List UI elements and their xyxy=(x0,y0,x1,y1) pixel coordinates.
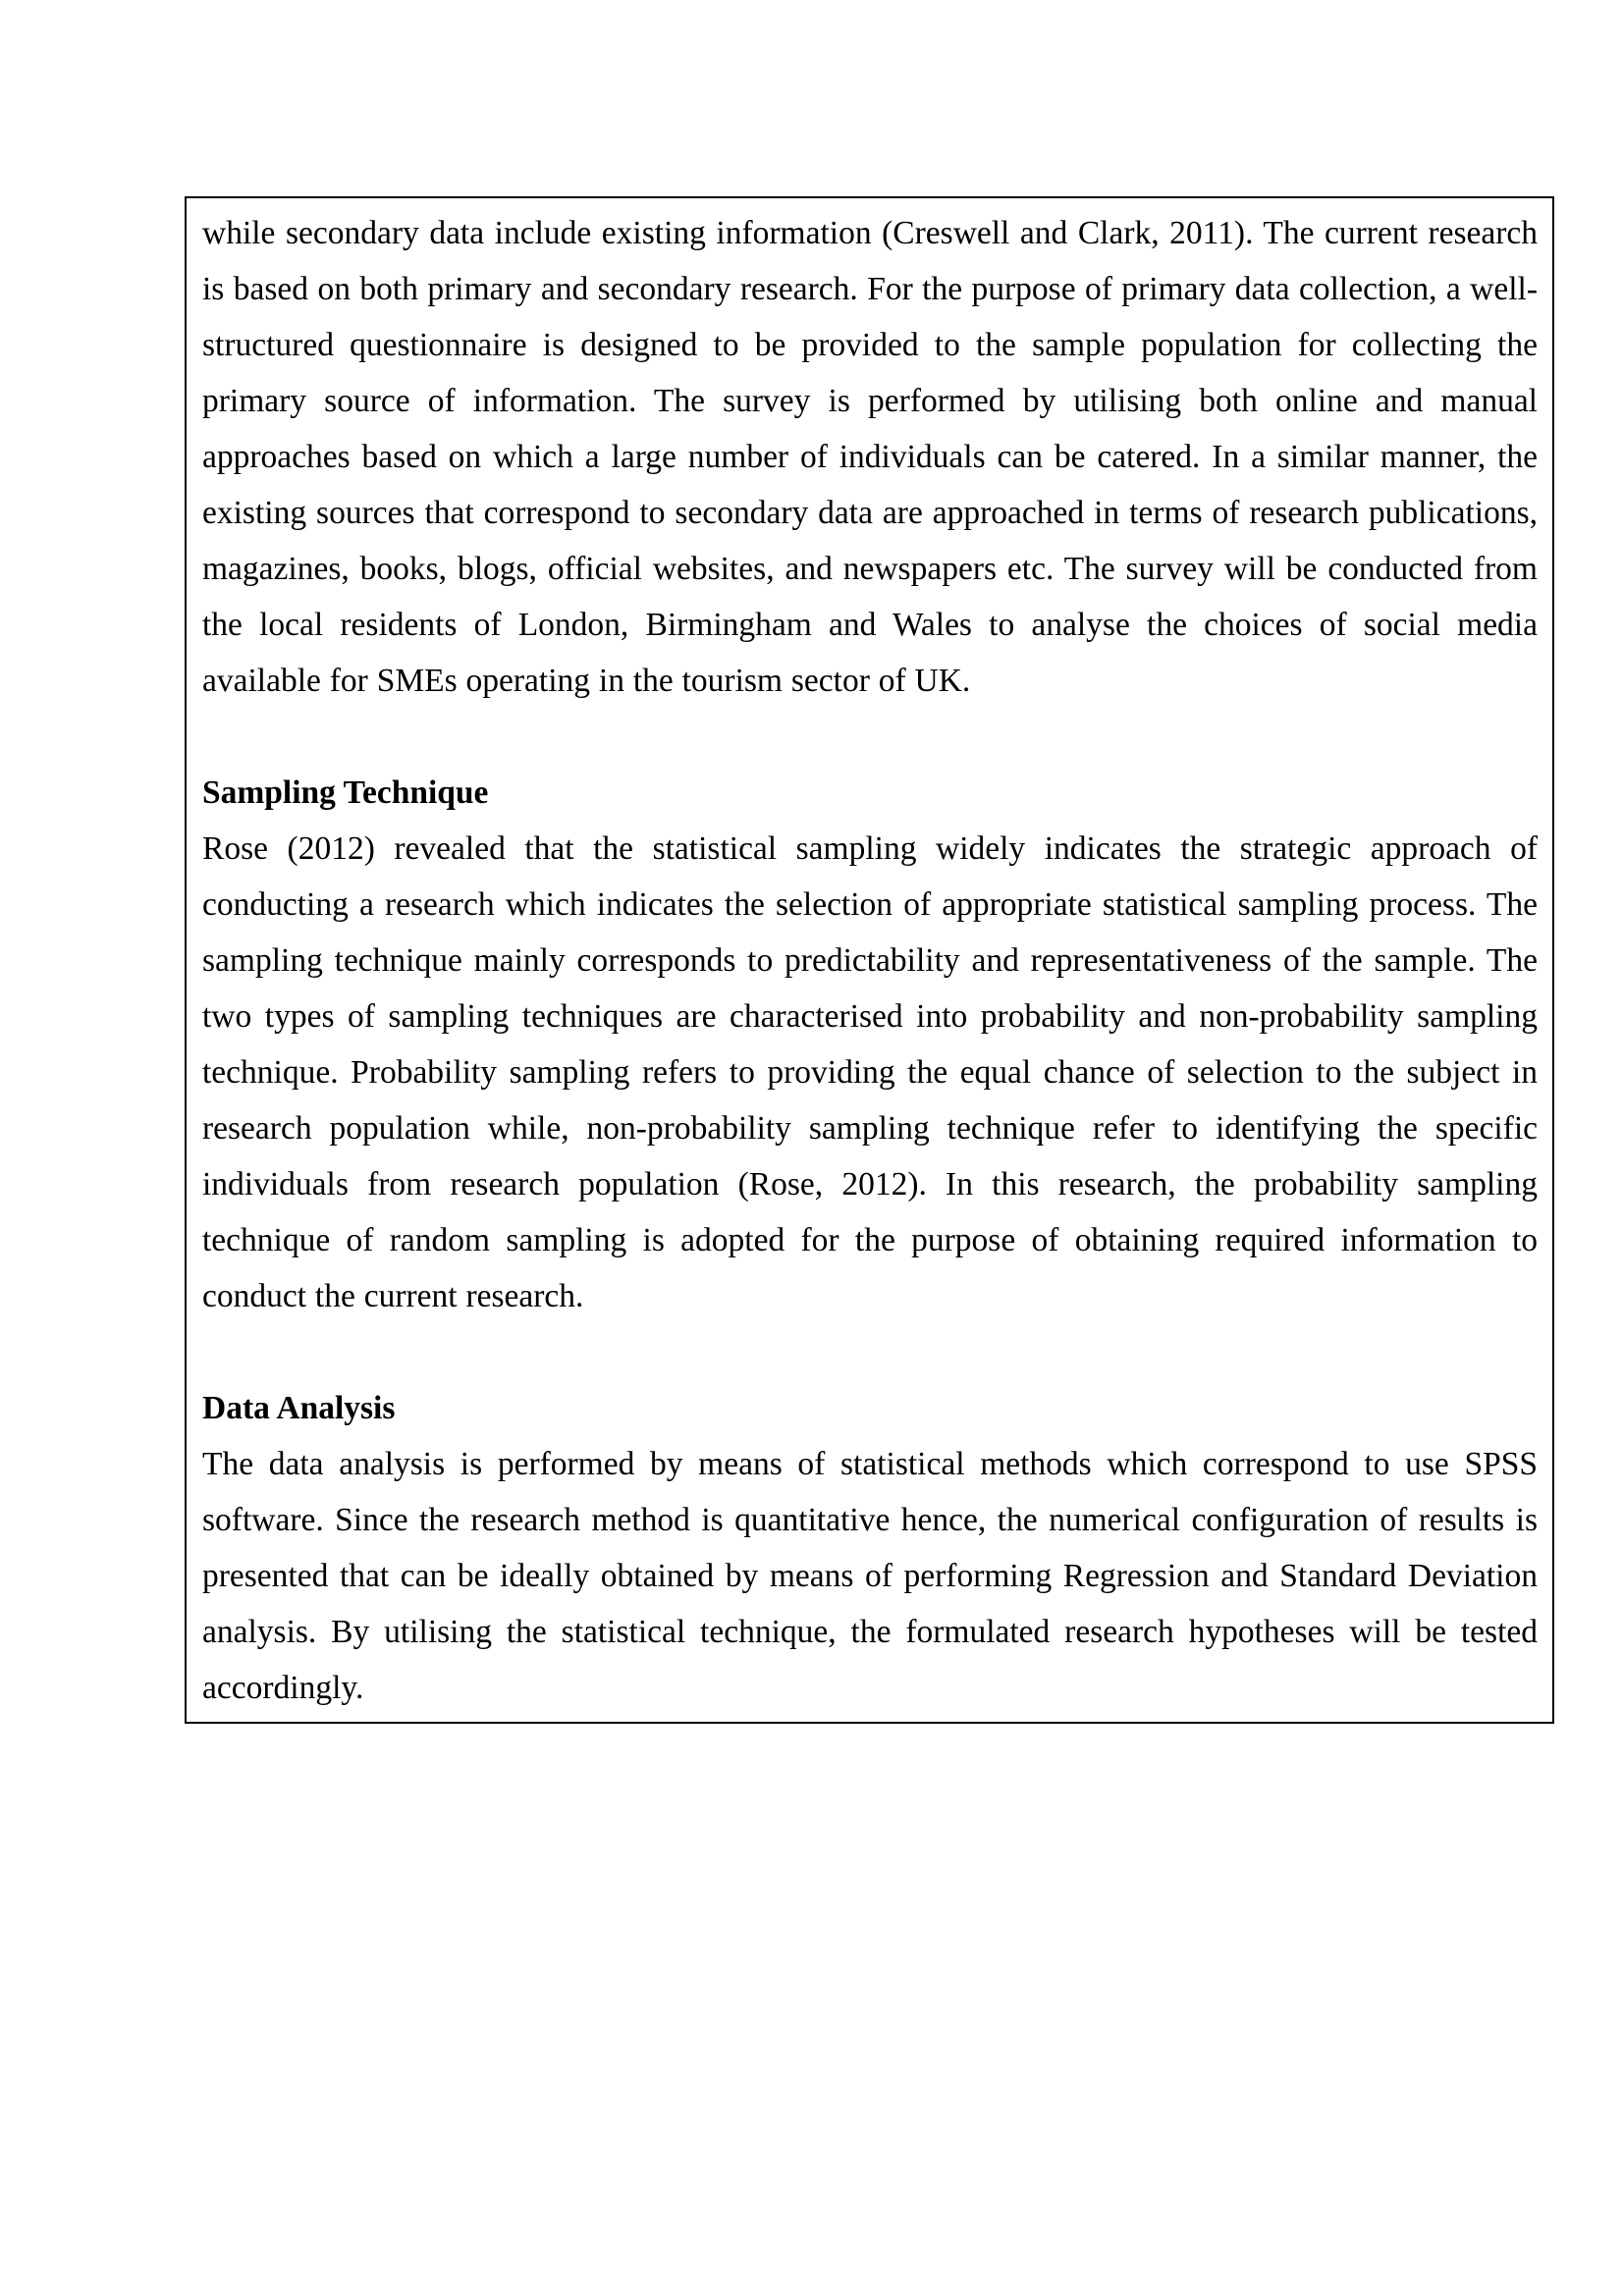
paragraph-data-collection: while secondary data include existing information (Creswell and Clark, 2011). The current research is based on both primary and secondary research. For the purpose of primary data collection, a well-structured questionnaire is designed to be provided to the sample population for collecting the primary source of information. The survey is performed by utilising both online and manual approaches based on which a large number of individuals can be catered. In a similar manner, the existing sources that correspond to secondary data are approached in terms of research publications, magazines, books, blogs, official websites, and newspapers etc. The survey will be conducted from the local residents of London, Birmingham and Wales to analyse the choices of social media available for SMEs operating in the tourism sector of UK. xyxy=(202,215,1538,699)
paragraph-sampling-technique: Rose (2012) revealed that the statistical sampling widely indicates the strategic approach of conducting a research which indicates the selection of appropriate statistical sampling process. The sampling technique mainly corresponds to predictability and representativeness of the sample. The two types of sampling techniques are characterised into probability and non-probability sampling technique. Probability sampling refers to providing the equal chance of selection to the subject in research population while, non-probability sampling technique refer to identifying the specific individuals from research population (Rose, 2012). In this research, the probability sampling technique of random sampling is adopted for the purpose of obtaining required information to conduct the current research. xyxy=(202,830,1538,1314)
heading-sampling-technique: Sampling Technique xyxy=(202,774,489,811)
heading-data-analysis: Data Analysis xyxy=(202,1390,396,1426)
bordered-text-block xyxy=(185,196,1554,1724)
paragraph-data-analysis: The data analysis is performed by means of statistical methods which correspond to use SPSS software. Since the research method is quantitative hence, the numerical configuration of results is presented that can be ideally obtained by means of performing Regression and Standard Deviation analysis. By utilising the statistical technique, the formulated research hypotheses will be tested accordingly. xyxy=(202,1446,1538,1706)
